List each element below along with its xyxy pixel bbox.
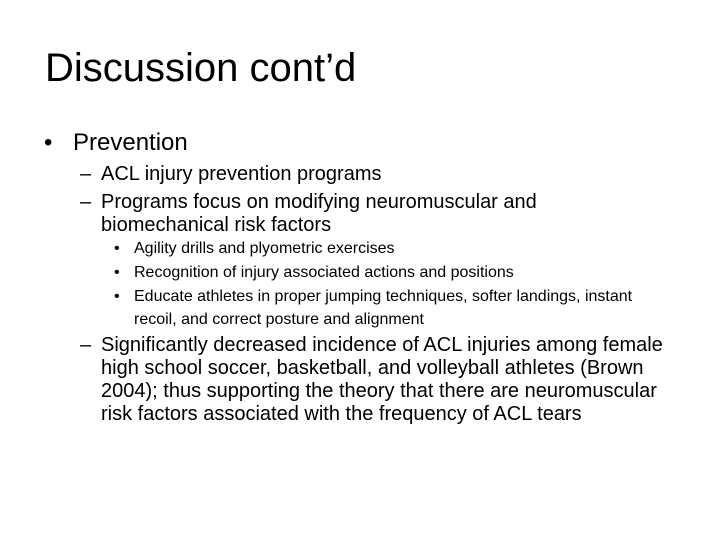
bullet-marker: • xyxy=(114,240,120,257)
bullet-text: Prevention xyxy=(73,129,188,156)
sub-bullet-acl-programs xyxy=(80,163,680,186)
dash-marker: – xyxy=(80,334,92,356)
dash-marker: – xyxy=(80,191,92,213)
bullet-marker: • xyxy=(44,129,53,156)
sub-sub-bullet-agility xyxy=(114,238,674,261)
sub-sub-bullet-text: Agility drills and plyometric exercises xyxy=(134,240,395,257)
sub-bullet-text: ACL injury prevention programs xyxy=(101,163,382,185)
bullet-marker: • xyxy=(114,288,120,305)
slide-title: Discussion cont’d xyxy=(45,46,357,90)
sub-sub-bullet-educate xyxy=(114,286,664,331)
dash-marker: – xyxy=(80,163,92,185)
sub-sub-bullet-recognition xyxy=(114,262,674,285)
sub-bullet-text: Significantly decreased incidence of ACL injuries among female high school soccer, basketball, and volleyball athletes (Brown 2004); thus supporting the theory that there are neuromuscular risk factors associated with the frequency of ACL tears xyxy=(101,334,663,425)
bullet-marker: • xyxy=(114,264,120,281)
sub-sub-bullet-text: Educate athletes in proper jumping techniques, softer landings, instant recoil, and correct posture and alignment xyxy=(134,288,633,328)
sub-bullet-programs-focus xyxy=(80,191,640,237)
bullet-prevention xyxy=(44,128,684,158)
sub-bullet-text: Programs focus on modifying neuromuscular and biomechanical risk factors xyxy=(101,191,537,236)
sub-sub-bullet-text: Recognition of injury associated actions and positions xyxy=(134,264,514,281)
sub-bullet-decreased-incidence xyxy=(80,334,670,426)
